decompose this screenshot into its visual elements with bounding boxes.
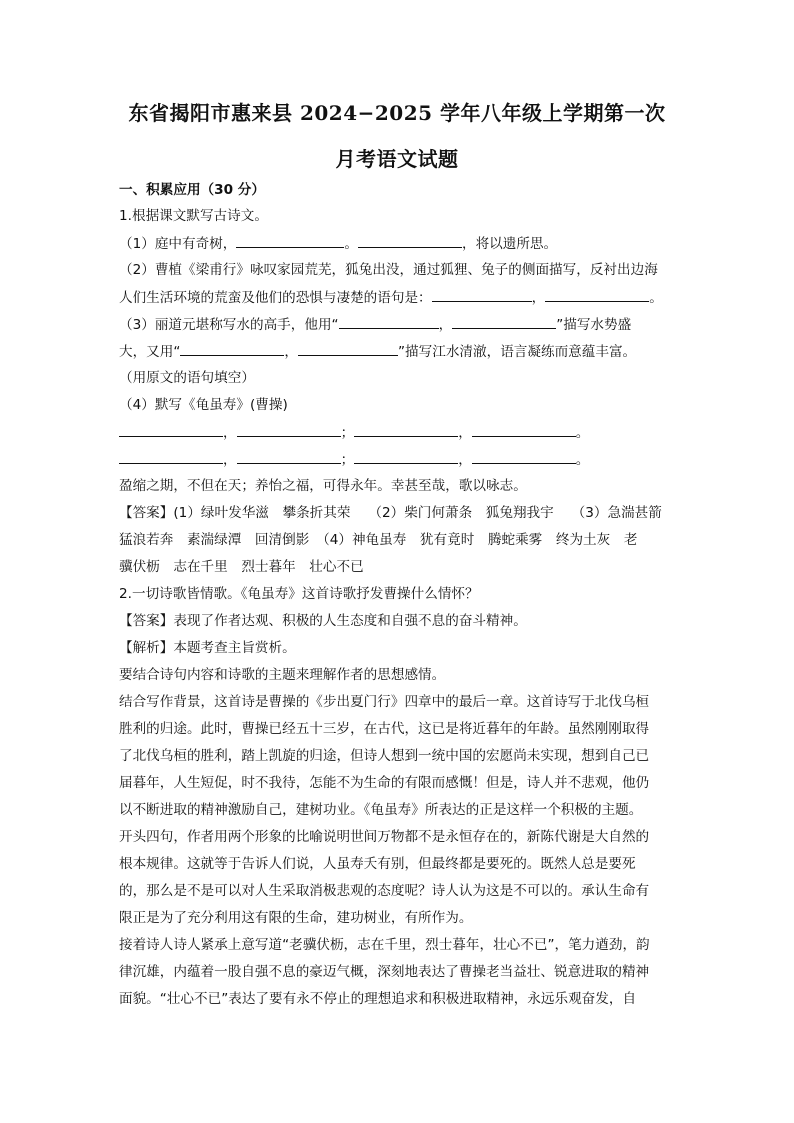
text-segment: 。 [575,425,590,441]
analysis-line: 开头四句，作者用两个形象的比喻说明世间万物都不是永恒存在的，新陈代谢是大自然的 [119,829,650,845]
text-segment: ， [458,425,472,441]
analysis-line: 了北伐乌桓的胜利，踏上凯旋的归途，但诗人想到一统中国的宏愿尚未实现，想到自己已 [119,748,650,764]
text-segment: （1）庭中有奇树， [119,236,237,252]
text-segment: 。 [649,290,663,306]
answer-blank[interactable] [545,289,649,302]
answer-blank[interactable] [354,424,458,437]
page-title-line-1: 东省揭阳市惠来县 2024−2025 学年八年级上学期第一次 [128,101,666,125]
answer-blank[interactable] [432,289,532,302]
text-segment: ， [284,344,299,360]
answer-1-line-1: 【答案】(1）绿叶发华滋 攀条折其荣 （2）柴门何萧条 狐兔翔我宇 （3）急湍甚箭 [119,505,662,521]
analysis-line: 结合写作背景，这首诗是曹操的《步出夏门行》四章中的最后一章。这首诗写于北伐乌桓 [119,694,650,710]
text-segment: 大，又用“ [119,344,181,360]
poem-blank-row-1 [119,424,685,441]
question-1-part-3-line-2 [119,343,685,360]
question-1-part-4: （4）默写《龟虽寿》(曹操) [119,397,288,413]
text-segment: ”描写江水清澈，语言凝练而意蕴丰富。 [398,344,637,360]
answer-blank[interactable] [354,451,458,464]
answer-2: 【答案】表现了作者达观、积极的人生态度和自强不息的奋斗精神。 [119,613,527,629]
analysis-line: 届暮年，人生短促，时不我待，怎能不为生命的有限而感慨！但是，诗人并不悲观，他仍 [119,775,650,791]
poem-blank-row-2 [119,451,685,468]
question-1-stem: 1.根据课文默写古诗文。 [119,208,268,224]
answer-1-line-3: 骥伏枥 志在千里 烈士暮年 壮心不已 [119,559,364,575]
text-segment: （3）丽道元堪称写水的高手，他用“ [119,317,339,333]
answer-blank[interactable] [119,424,223,437]
text-segment: 。 [344,236,358,252]
question-1-part-3-line-1 [119,316,685,333]
answer-blank[interactable] [237,424,341,437]
analysis-line: 以不断进取的精神激励自己，建树功业。《龟虽寿》所表达的正是这样一个积极的主题。 [119,802,643,818]
answer-blank[interactable] [236,235,344,248]
answer-1-line-2: 猛浪若奔 素湍绿潭 回清倒影 （4）神龟虽寿 犹有竟时 腾蛇乘雾 终为土灰 老 [119,532,638,548]
question-1-part-2-line-2 [119,289,685,306]
analysis-line: 胜利的归途。此时，曹操已经五十三岁，在古代，这已是将近暮年的年龄。虽然刚刚取得 [119,721,650,737]
poem-tail-line: 盈缩之期，不但在天；养怡之福，可得永年。幸甚至哉，歌以咏志。 [119,478,527,494]
question-1-part-3-note: （用原文的语句填空） [119,370,255,386]
page-title-line-2: 月考语文试题 [335,147,459,171]
analysis-line: 要结合诗句内容和诗歌的主题来理解作者的思想感情。 [119,667,446,683]
text-segment: ； [340,425,355,441]
question-1-part-2-line-1: （2）曹植《梁甫行》咏叹家园荒芜，狐兔出没，通过狐狸、兔子的侧面描写，反衬出边海 [119,262,658,278]
analysis-line: 律沉雄，内蕴着一股自强不息的豪迈气概，深刻地表达了曹操老当益壮、锐意进取的精神 [119,964,650,980]
text-segment: ，将以遗所思。 [462,236,558,252]
text-segment: ， [531,290,546,306]
analysis-line: 面貌。“壮心不已”表达了要有永不停止的理想追求和积极进取精神，永远乐观奋发，自 [119,991,637,1007]
question-1-part-1 [119,235,685,252]
text-segment: ”描写水势盛 [556,317,632,333]
text-segment: ， [223,425,237,441]
analysis-2-heading: 【解析】本题考查主旨赏析。 [119,640,296,656]
answer-blank[interactable] [472,451,576,464]
question-2-stem: 2.一切诗歌皆情歌。《龟虽寿》这首诗歌抒发曹操什么情怀？ [119,586,479,602]
text-segment: ， [458,452,472,468]
answer-blank[interactable] [452,316,556,329]
answer-blank[interactable] [237,451,341,464]
answer-blank[interactable] [358,235,462,248]
text-segment: ， [223,452,237,468]
analysis-line: 接着诗人诗人紧承上意写道“老骥伏枥，志在千里，烈士暮年，壮心不已”，笔力遒劲，韵 [119,937,650,953]
answer-blank[interactable] [180,343,284,356]
analysis-line: 的，那么是不是可以对人生采取消极悲观的态度呢？诗人认为这是不可以的。承认生命有 [119,883,650,899]
analysis-line: 根本规律。这就等于告诉人们说，人虽寿夭有别，但最终都是要死的。既然人总是要死 [119,856,636,872]
text-segment: ； [340,452,355,468]
analysis-line: 限正是为了充分利用这有限的生命，建功树业，有所作为。 [119,910,473,926]
text-segment: ， [438,317,453,333]
section-heading: 一、积累应用（30 分） [119,182,265,198]
answer-blank[interactable] [119,451,223,464]
answer-blank[interactable] [472,424,576,437]
text-segment: 人们生活环境的荒蛮及他们的恐惧与凄楚的语句是： [119,290,432,306]
text-segment: 。 [575,452,590,468]
answer-blank[interactable] [298,343,398,356]
answer-blank[interactable] [339,316,439,329]
